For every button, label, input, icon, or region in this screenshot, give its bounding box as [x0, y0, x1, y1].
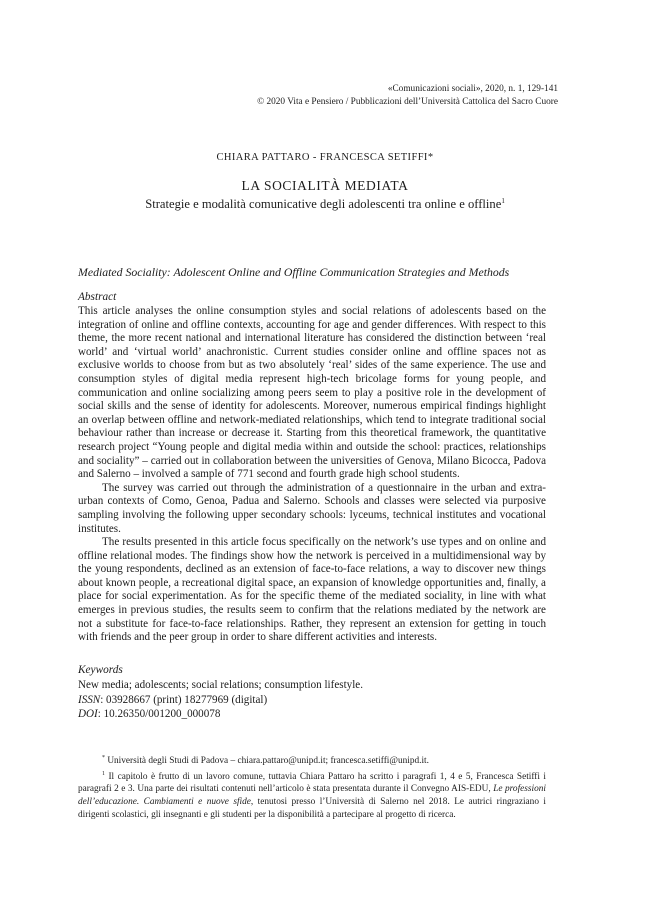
abstract-heading: Abstract: [78, 291, 117, 303]
english-title: Mediated Sociality: Adolescent Online and Offline Communication Strategies and Methods: [78, 265, 510, 279]
article-title: LA SOCIALITÀ MEDIATA: [241, 178, 409, 193]
article-subtitle: [0, 197, 650, 212]
footnote-ref: 1: [501, 197, 505, 205]
footnote-text: Il capitolo è frutto di un lavoro comune, tuttavia Chiara Pattaro ha scritto i paragrafi 1, 4 e 5, Francesca Setiffi i paragrafi 2 e 3. Una parte dei risultati contenuti nell’articolo è stata presentata durante il Convegno AIS-EDU,: [78, 771, 546, 795]
conference-title: Le professioni dell’educazione. Cambiamenti e nuove sfide: [78, 784, 546, 807]
footnote-text: Università degli Studi di Padova – chiara.pattaro@unipd.it; francesca.setiffi@unipd.it.: [105, 756, 429, 767]
issn-label: ISSN: [78, 693, 101, 706]
footnote-authorship: [78, 768, 546, 821]
footnote-mark: *: [102, 755, 105, 761]
doi-line: [78, 707, 363, 722]
doi-label: DOI: [78, 708, 98, 721]
author-line: CHIARA PATTARO - FRANCESCA SETIFFI*: [216, 152, 434, 163]
keywords-list: New media; adolescents; social relations; consumption lifestyle.: [78, 679, 363, 691]
journal-citation: «Comunicazioni sociali», 2020, n. 1, 129-141: [387, 84, 558, 94]
footnotes: [78, 752, 546, 821]
abstract-paragraph: The results presented in this article focus specifically on the network’s use types and on online and offline relational modes. The findings show how the network is perceived in a multidimensional way by the young respondents, declined as an extension of face-to-face relations, a way to discover new things about known people, a recreational digital space, an expansion of knowledge opportunities and, finally, a place for social experimentation. As for the specific theme of the mediated sociality, in line with what emerges in previous studies, the results seem to confirm that the relations mediated by the network are not a substitute for face-to-face relationships. Rather, they represent an extension for getting in touch with friends and the peer group in order to share different activities and interests.: [78, 536, 546, 644]
abstract-paragraph: The survey was carried out through the administration of a questionnaire in the urban and extra-urban contexts of Como, Genoa, Padua and Salerno. Schools and classes were selected via purposive sampling involving the following upper secondary schools: lyceums, technical institutes and vocational institutes.: [78, 481, 546, 535]
abstract-body: [78, 305, 546, 645]
subtitle-text: Strategie e modalità comunicative degli adolescenti tra online e offline: [145, 197, 502, 212]
abstract-paragraph: This article analyses the online consumption styles and social relations of adolescents based on the integration of online and offline contexts, accounting for age and gender differences. With respect to this theme, the more recent national and international literature has considered the distinction between ‘real world’ and ‘virtual world’ anachronistic. Current studies consider online and offline spaces not as exclusive worlds to choose from but as two absolutely ‘real’ sides of the same experience. The use and consumption styles of digital media represent high-tech bricolage forms for young people, and communication and online socializing among peers seem to play a positive role in the development of social skills and the sense of identity for adolescents. Moreover, numerous empirical findings highlight an overlap between offline and network-mediated relationships, which tend to integrate traditional social behaviour rather than increase or decrease it. Starting from this theoretical framework, the quantitative research project “Young people and digital media within and outside the school: practices, relationships and sociality” – carried out in collaboration between the universities of Genova, Milano Bicocca, Padova and Salerno – involved a sample of 771 second and fourth grade high school students.: [78, 305, 546, 481]
doi-value: : 10.26350/001200_000078: [97, 708, 221, 721]
copyright-line: © 2020 Vita e Pensiero / Pubblicazioni dell’Università Cattolica del Sacro Cuore: [257, 97, 558, 107]
keywords-heading: Keywords: [78, 664, 123, 676]
running-header: [257, 83, 558, 109]
footnote-text: , tenutosi presso l’Università di Salerno nel 2018. Le autrici ringraziano i dirigenti scolastici, gli insegnanti e gli studenti per la disponibilità a partecipare al progetto di ricerca.: [78, 796, 546, 820]
issn-line: [78, 693, 363, 708]
footnote-mark: 1: [102, 770, 105, 777]
issn-value: : 03928667 (print) 18277969 (digital): [100, 693, 268, 706]
keywords-block: [78, 678, 363, 722]
footnote-affiliation: [78, 752, 546, 768]
